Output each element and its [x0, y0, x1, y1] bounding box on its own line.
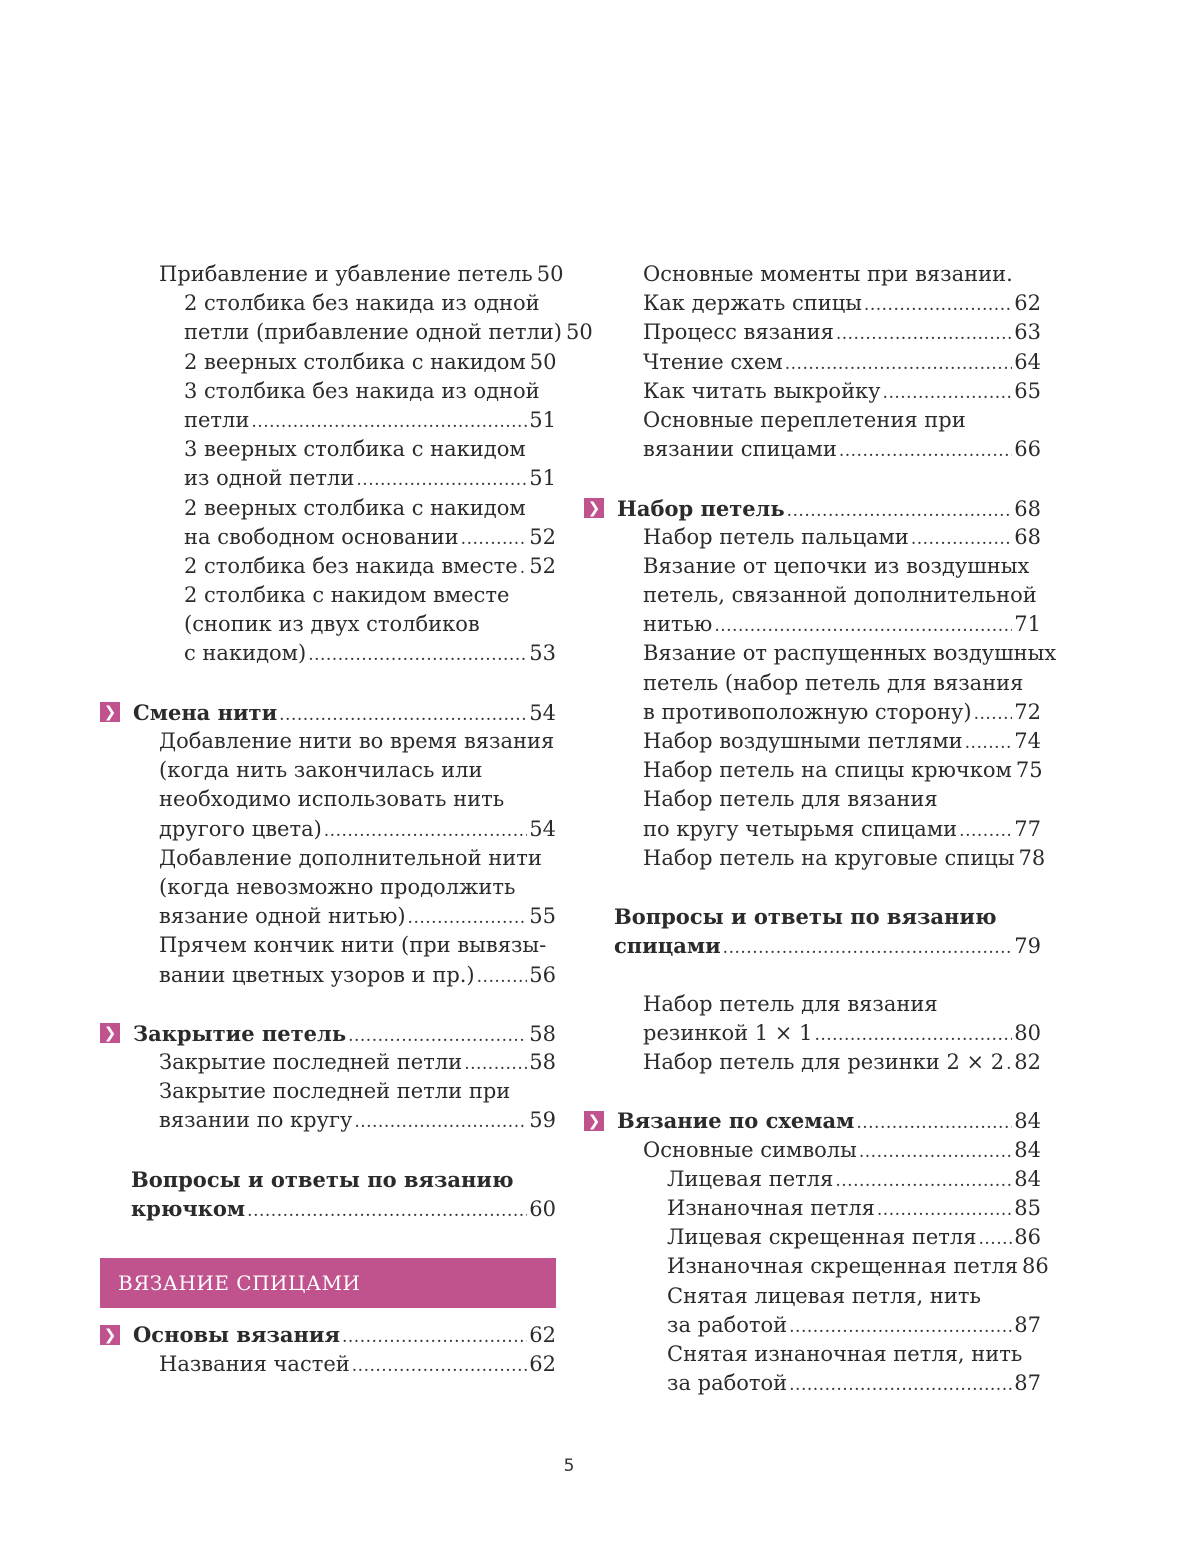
toc-entry: Как держать спицы ..... 62 — [584, 289, 1041, 318]
toc-right-column — [584, 260, 1057, 1398]
toc-entry: 3 веерных столбика с накидом — [184, 437, 526, 462]
toc-entry: Набор петель для резинки 2 × 2 ..... 82 — [584, 1048, 1041, 1077]
toc-section: крючком ..... 60 — [100, 1194, 556, 1223]
chevron-right-icon: ❯ — [100, 1023, 120, 1043]
toc-section: спицами ..... 79 — [584, 931, 1041, 960]
toc-entry: Как читать выкройку ..... 65 — [584, 377, 1041, 406]
toc-section: Вопросы и ответы по вязанию — [614, 904, 997, 930]
toc-entry: Изнаночная скрещенная петля 86 — [667, 1254, 1049, 1279]
toc-entry: петли ..... 51 — [100, 406, 556, 435]
toc-entry: с накидом) ..... 53 — [100, 639, 556, 668]
toc-entry: Прячем кончик нити (при вывязы- — [159, 933, 547, 958]
toc-entry: Набор петель на спицы крючком 75 — [643, 758, 1043, 783]
toc-entry: петель (набор петель для вязания — [643, 670, 1024, 695]
toc-entry: другого цвета) ..... 54 — [100, 815, 556, 844]
toc-section: ❯ Закрытие петель ..... 58 — [100, 1019, 556, 1048]
chevron-right-icon: ❯ — [584, 1111, 604, 1131]
chevron-right-icon: ❯ — [100, 1325, 120, 1345]
toc-entry: Добавление дополнительной нити — [159, 845, 542, 870]
toc-entry: в противоположную сторону) ..... 72 — [584, 698, 1041, 727]
toc-entry: 2 веерных столбика с накидом 50 — [184, 349, 557, 374]
chevron-right-icon: ❯ — [584, 498, 604, 518]
toc-entry: (когда невозможно продолжить — [159, 874, 516, 899]
toc-entry: вязание одной нитью) ..... 55 — [100, 902, 556, 931]
toc-entry: Закрытие последней петли при — [159, 1079, 511, 1104]
toc-entry: вязании спицами ..... 66 — [584, 435, 1041, 464]
toc-entry: за работой ..... 87 — [584, 1311, 1041, 1340]
toc-entry: Набор петель на круговые спицы 78 — [643, 845, 1046, 870]
toc-entry: за работой ..... 87 — [584, 1369, 1041, 1398]
toc-entry: Вязание от цепочки из воздушных — [643, 553, 1030, 578]
toc-entry: 2 столбика с накидом вместе — [184, 583, 510, 608]
toc-entry: Лицевая петля ..... 84 — [584, 1165, 1041, 1194]
toc-entry: Вязание от распущенных воздушных — [643, 641, 1057, 666]
toc-entry: Прибавление и убавление петель 50 — [159, 262, 564, 286]
toc-entry: Набор петель для вязания — [643, 991, 938, 1016]
toc-entry: 3 столбика без накида из одной — [184, 378, 540, 403]
toc-entry: (снопик из двух столбиков — [184, 612, 480, 637]
toc-entry: Основные моменты при вязании. — [643, 262, 1013, 286]
toc-entry: Основные символы ..... 84 — [584, 1136, 1041, 1165]
toc-entry: 2 столбика без накида вместе ..... 52 — [100, 552, 556, 581]
toc-entry: петель, связанной дополнительной — [643, 583, 1037, 608]
toc-section: ❯ Смена нити ..... 54 — [100, 698, 556, 727]
toc-entry: Закрытие последней петли ..... 58 — [100, 1048, 556, 1077]
page-number: 5 — [563, 1456, 575, 1476]
toc-left-column — [100, 260, 593, 1379]
toc-entry: Добавление нити во время вязания — [159, 729, 555, 753]
toc-entry: Снятая лицевая петля, нить — [667, 1283, 981, 1308]
toc-section: ❯ Основы вязания ..... 62 — [100, 1320, 556, 1349]
toc-entry: Набор петель для вязания — [643, 787, 938, 812]
toc-entry: (когда нить закончилась или — [159, 758, 483, 783]
toc-entry: Лицевая скрещенная петля ..... 86 — [584, 1223, 1041, 1252]
toc-entry: 2 столбика без накида из одной — [184, 291, 540, 316]
toc-entry: Названия частей ..... 62 — [100, 1350, 556, 1379]
toc-section: Вопросы и ответы по вязанию — [131, 1166, 514, 1192]
toc-entry: вании цветных узоров и пр.) ..... 56 — [100, 961, 556, 990]
part-heading-band: ВЯЗАНИЕ СПИЦАМИ — [100, 1258, 556, 1308]
toc-entry: вязании по кругу ..... 59 — [100, 1106, 556, 1135]
toc-entry: Основные переплетения при — [643, 407, 966, 432]
toc-entry: петли (прибавление одной петли) 50 — [184, 320, 593, 345]
toc-entry: Набор петель пальцами ..... 68 — [584, 523, 1041, 552]
toc-section: ❯ Вязание по схемам ..... 84 — [584, 1106, 1041, 1135]
toc-entry: необходимо использовать нить — [159, 787, 505, 812]
toc-entry: резинкой 1 × 1 ..... 80 — [584, 1019, 1041, 1048]
toc-entry: по кругу четырьмя спицами ..... 77 — [584, 815, 1041, 844]
toc-entry: из одной петли ..... 51 — [100, 464, 556, 493]
toc-section: ❯ Набор петель ..... 68 — [584, 494, 1041, 523]
toc-entry: Набор воздушными петлями ..... 74 — [584, 727, 1041, 756]
toc-entry: Снятая изнаночная петля, нить — [667, 1341, 1023, 1366]
toc-entry: Чтение схем ..... 64 — [584, 348, 1041, 377]
toc-entry: Процесс вязания ..... 63 — [584, 318, 1041, 347]
toc-entry: на свободном основании ..... 52 — [100, 523, 556, 552]
toc-entry: Изнаночная петля ..... 85 — [584, 1194, 1041, 1223]
toc-entry: 2 веерных столбика с накидом — [184, 495, 526, 520]
chevron-right-icon: ❯ — [100, 702, 120, 722]
toc-entry: нитью ..... 71 — [584, 610, 1041, 639]
